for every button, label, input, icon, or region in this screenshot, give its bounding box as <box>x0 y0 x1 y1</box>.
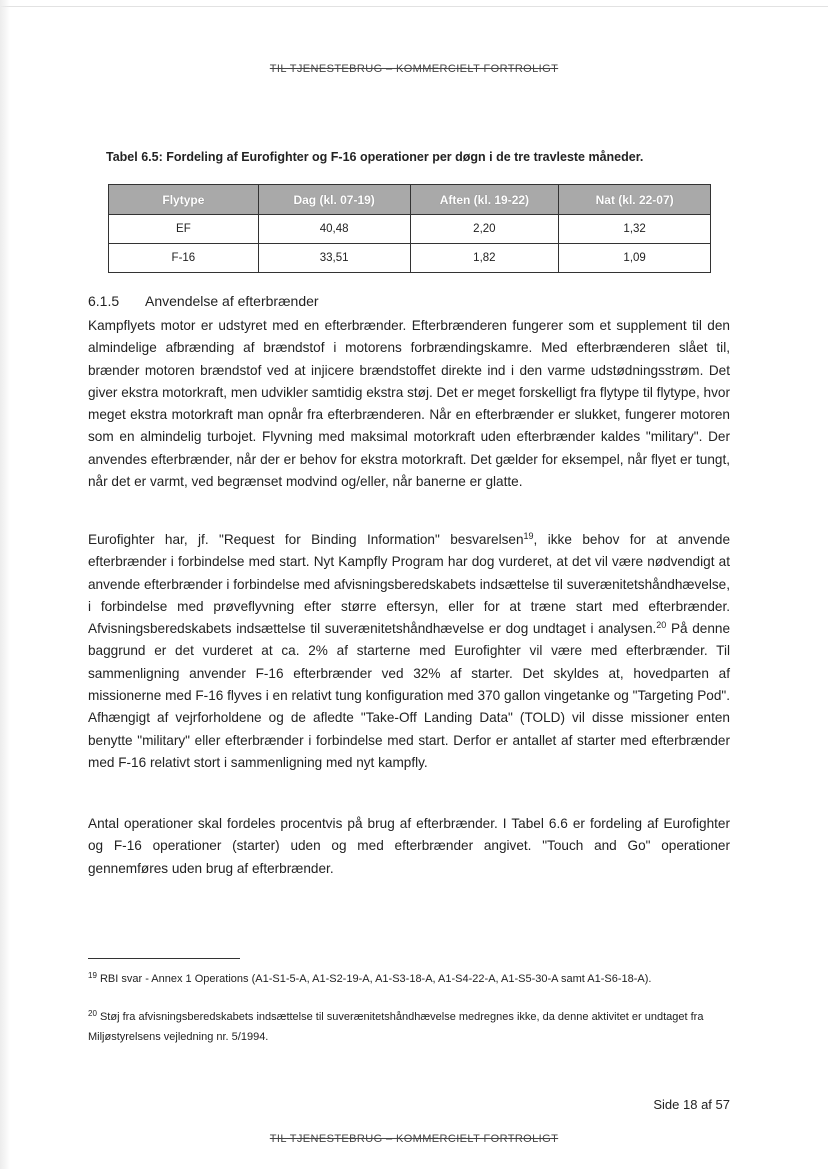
footnote-number: 19 <box>88 971 97 980</box>
footer-classification: TIL TJENESTEBRUG – KOMMERCIELT FORTROLIGT <box>269 1133 559 1145</box>
paragraph-text: På denne baggrund er det vurderet at ca. 2% af starterne med Eurofighter vil være med efterbrænder. Til sammenligning anvender F-16 efterbrænder ved 32% af starter. Det skyldes at, hovedparten af missionerne med F-16 flyves i en relativt tung konfiguration med 370 gallon vingetanke og "Targeting Pod". Afhængigt af vejrforholdene og de afledte "Take-Off Landing Data" (TOLD) vil disse missioner enten benytte "military" eller efterbrænder i forbindelse med start. Derfor er antallet af starter med efterbrænder med F-16 relativt stort i sammenligning med nyt kampfly. <box>88 621 731 770</box>
paragraph-text: Eurofighter har, jf. "Request for Binding Information" besvarelsen <box>88 532 524 547</box>
table-cell: 2,20 <box>410 215 559 244</box>
section-number: 6.1.5 <box>88 293 120 309</box>
table-cell: EF <box>109 215 259 244</box>
paragraph-afterburner-intro: Kampflyets motor er udstyret med en efterbrænder. Efterbrænderen fungerer som et supplement til den almindelige afbrænding af brændstof i motorens forbrændingskamre. Med efterbrænderen slået til, brænder motoren brændstof ved at injicere brændstoffet direkte ind i den varme udstødningsstrøm. Det giver ekstra motorkraft, men udvikler samtidig ekstra støj. Det er meget forskelligt fra flytype til flytype, hvor meget ekstra motorkraft man opnår fra efterbrænderen. Når en efterbrænder er slukket, fungerer motoren som en almindelig turbojet. Flyvning med maksimal motorkraft uden efterbrænder kaldes "military". Der anvendes efterbrænder, når der er behov for ekstra motorkraft. Det gælder for eksempel, når flyet er tungt, når det er varmt, ved begrænset modvind og/eller, når banerne er glatte. <box>88 318 730 490</box>
paragraph-eurofighter-afterburner <box>88 529 730 774</box>
table-cell: F-16 <box>109 244 259 273</box>
footnote-ref-20[interactable]: 20 <box>656 620 667 631</box>
table-caption: Tabel 6.5: Fordeling af Eurofighter og F-16 operationer per døgn i de tre travleste måneder. <box>106 150 644 164</box>
header-classification: TIL TJENESTEBRUG – KOMMERCIELT FORTROLIGT <box>269 63 559 75</box>
column-header-dag: Dag (kl. 07-19) <box>258 185 410 215</box>
footnote-20 <box>88 1008 730 1047</box>
footnote-separator <box>88 958 240 959</box>
operations-table <box>108 184 711 273</box>
scan-edge-line <box>0 6 828 7</box>
footnote-19 <box>88 970 730 990</box>
scan-edge-shadow <box>0 0 10 1169</box>
paragraph-distribution: Antal operationer skal fordeles procentvis på brug af efterbrænder. I Tabel 6.6 er fordeling af Eurofighter og F-16 operationer (starter) uden og med efterbrænder angivet. "Touch and Go" operationer gennemføres uden brug af efterbrænder. <box>88 816 730 876</box>
table-cell: 1,09 <box>559 244 711 273</box>
table-cell: 33,51 <box>258 244 410 273</box>
page-number: Side 18 af 57 <box>653 1097 730 1112</box>
section-title: Anvendelse af efterbrænder <box>145 293 319 309</box>
footnote-number: 20 <box>88 1009 97 1018</box>
column-header-nat: Nat (kl. 22-07) <box>559 185 711 215</box>
table-cell: 40,48 <box>258 215 410 244</box>
column-header-aften: Aften (kl. 19-22) <box>410 185 559 215</box>
footnote-text: Støj fra afvisningsberedskabets indsættelse til suverænitetshåndhævelse medregnes ikke, da denne aktivitet er undtaget fra Miljøstyrelsens vejledning nr. 5/1994. <box>88 1011 704 1043</box>
footnote-ref-19[interactable]: 19 <box>523 531 534 541</box>
table-header-row <box>109 185 711 215</box>
table-cell: 1,32 <box>559 215 711 244</box>
paragraph-text: , ikke behov for at anvende efterbrænder i forbindelse med start. Nyt Kampfly Program har dog vurderet, at det vil være nødvendigt at anvende efterbrænder i forbindelse med afvisningsberedskabets indsættelse til suverænitetshåndhævelse, i forbindelse med prøveflyvning efter større eftersyn, eller for at træne start med efterbrænder. Afvisningsberedskabets indsættelse til suverænitetshåndhævelse er dog undtaget i analysen. <box>88 532 730 637</box>
column-header-flytype: Flytype <box>109 185 259 215</box>
table-row <box>109 215 711 244</box>
section-heading <box>88 293 319 309</box>
footnote-text: RBI svar - Annex 1 Operations (A1-S1-5-A, A1-S2-19-A, A1-S3-18-A, A1-S4-22-A, A1-S5-30-A samt A1-S6-18-A). <box>96 973 652 985</box>
table-row <box>109 244 711 273</box>
table-cell: 1,82 <box>410 244 559 273</box>
